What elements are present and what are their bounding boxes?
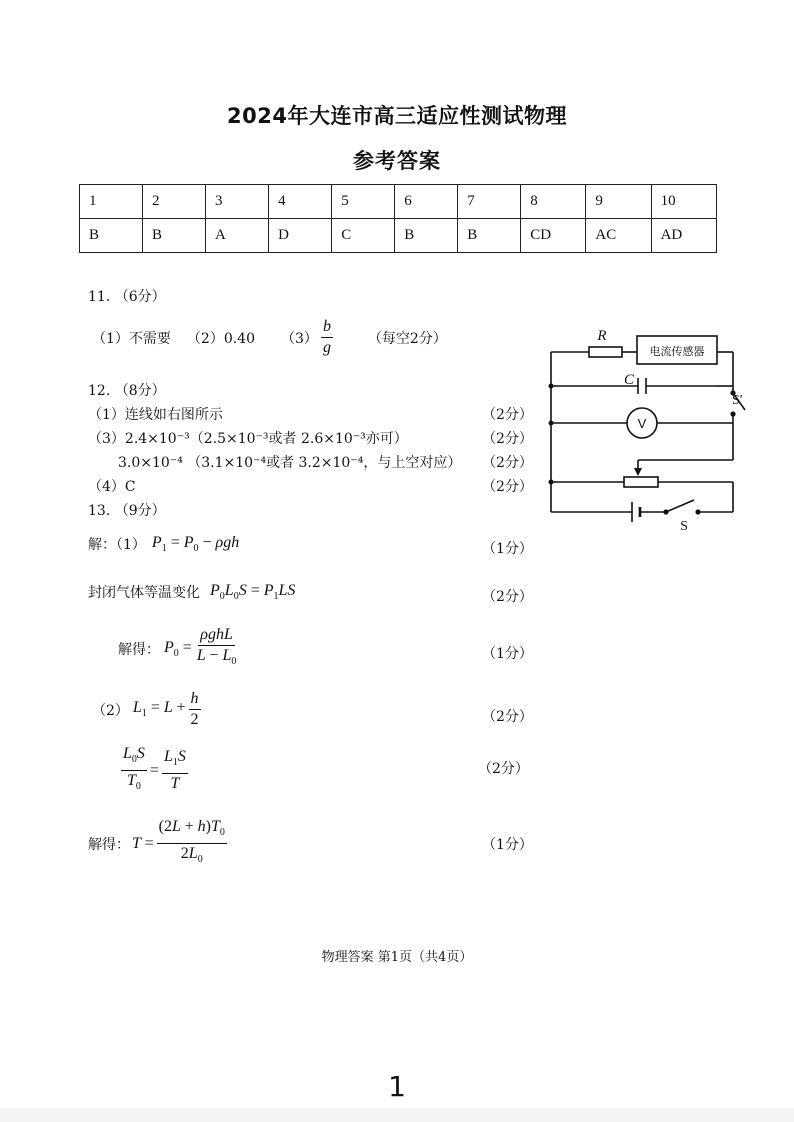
q13-step6-score: （1分）: [482, 837, 533, 853]
answer-table: [79, 184, 717, 253]
q11-fraction: [321, 318, 333, 357]
table-cell: B: [142, 219, 205, 253]
q11-frac-num: b: [321, 318, 333, 338]
q12-line2-score: （2分）: [482, 431, 533, 447]
table-cell: B: [80, 219, 143, 253]
q13-step4: [92, 690, 204, 729]
equation-charles-right: $\frac{L_1S}{T}$: [163, 748, 186, 793]
q11-part1: （1）不需要: [92, 330, 171, 347]
table-cell: B: [395, 219, 458, 253]
q13-step2-prefix: 封闭气体等温变化: [88, 585, 200, 602]
table-cell: 5: [332, 185, 395, 219]
q13-step4-prefix: （2）: [92, 702, 129, 719]
table-row-answers: [80, 219, 717, 253]
q12-line2: （3）2.4×10⁻³（2.5×10⁻³或者 2.6×10⁻³亦可）: [88, 431, 408, 447]
table-cell: D: [269, 219, 332, 253]
rheostat: [624, 477, 658, 487]
equation-l1-lhs: $L_1 = L$ +: [132, 699, 186, 720]
q12-line1-score: （2分）: [482, 407, 533, 423]
q12-header: 12. （8分）: [88, 383, 166, 399]
q11-note: （每空2分）: [367, 330, 447, 347]
table-cell: CD: [521, 219, 586, 253]
q12-line3-score: （2分）: [482, 455, 533, 471]
q13-step1-prefix: 解：（1）: [88, 537, 146, 554]
q11-part2: （2）0.40: [186, 330, 256, 347]
q13-step5: [118, 745, 191, 796]
equation-charles-left: $\frac{L_0S}{T_0}$: [123, 745, 145, 793]
q13-step6-prefix: 解得：: [88, 836, 130, 853]
sensor-label: 电流传感器: [649, 345, 705, 358]
q13-header: 13. （9分）: [88, 503, 166, 519]
q12-line3: 3.0×10⁻⁴ （3.1×10⁻⁴或者 3.2×10⁻⁴，与上空对应）: [118, 455, 462, 471]
equation-isothermal: $P_0L_0S = P_1LS$: [210, 582, 296, 603]
switch-prime-label: S′: [732, 393, 743, 408]
q13-step2-score: （2分）: [482, 589, 533, 605]
q11-answers: [92, 318, 447, 357]
table-cell: 10: [651, 185, 716, 219]
table-cell: 4: [269, 185, 332, 219]
table-row-numbers: [80, 185, 717, 219]
junction-dot: [549, 384, 554, 389]
capacitor-label: C: [624, 372, 635, 388]
switch-label: S: [680, 519, 688, 530]
page-subtitle: 参考答案: [353, 149, 441, 173]
q13-step4-score: （2分）: [482, 709, 533, 725]
table-cell: 7: [458, 185, 521, 219]
voltmeter-label: V: [637, 416, 647, 431]
q11-header: 11. （6分）: [88, 289, 166, 305]
q13-step1: [88, 534, 239, 554]
equation-p0-fraction: $\frac{\text{ρghL}}{L - L_0}$: [196, 626, 237, 668]
table-cell: 6: [395, 185, 458, 219]
slider-arrow-icon: [634, 468, 642, 476]
q12-line4-score: （2分）: [482, 479, 533, 495]
equation-t-lhs: T =: [132, 834, 154, 852]
table-cell: 8: [521, 185, 586, 219]
junction-dot: [549, 421, 554, 426]
q13-step2: [88, 582, 295, 602]
resistor-label: R: [597, 328, 607, 344]
q13-step6: [88, 818, 230, 869]
equation-p0-lhs: $P_0$ =: [164, 638, 192, 659]
table-cell: AC: [586, 219, 651, 253]
q12-line4: （4）C: [88, 479, 136, 495]
junction-dot: [549, 480, 554, 485]
switch-blade: [666, 500, 694, 512]
page-footer: 物理答案 第1页（共4页）: [321, 950, 473, 965]
table-cell: 2: [142, 185, 205, 219]
table-cell: AD: [651, 219, 716, 253]
equation-l1-fraction: $\frac{h}{2}$: [190, 690, 199, 728]
table-cell: 1: [80, 185, 143, 219]
table-cell: A: [205, 219, 268, 253]
page-title: 2024年大连市高三适应性测试物理: [227, 104, 567, 128]
circuit-diagram: [540, 320, 750, 530]
equation-pressure: $P_1 = P_0 - \rho gh$: [151, 534, 240, 555]
q13-step5-score: （2分）: [478, 761, 529, 777]
table-cell: 9: [586, 185, 651, 219]
resistor: [589, 347, 622, 357]
equation-t-fraction: $\frac{(2L + h)T_0}{2L_0}$: [158, 818, 225, 866]
q13-step1-score: （1分）: [482, 541, 533, 557]
table-cell: 3: [205, 185, 268, 219]
q11-part3: （3）: [281, 330, 318, 347]
bottom-strip: [0, 1108, 794, 1122]
table-cell: C: [332, 219, 395, 253]
q12-line1: （1）连线如右图所示: [88, 407, 223, 423]
q11-frac-den: g: [322, 339, 331, 356]
table-cell: B: [458, 219, 521, 253]
page-number: 1: [388, 1070, 406, 1103]
q13-step3: [118, 626, 241, 671]
q13-step3-score: （1分）: [482, 646, 533, 662]
equals-sign: =: [149, 761, 159, 779]
q13-step3-prefix: 解得：: [118, 641, 160, 658]
